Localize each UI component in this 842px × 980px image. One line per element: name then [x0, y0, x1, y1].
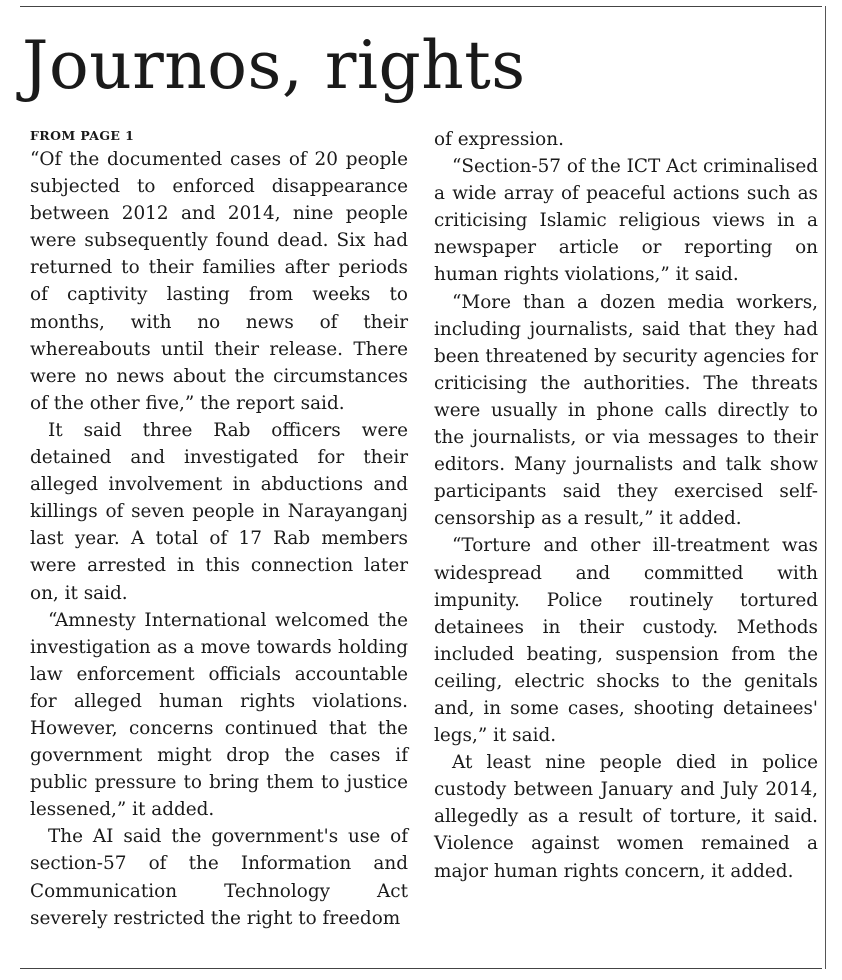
top-rule	[20, 6, 822, 7]
paragraph: It said three Rab officers were detained and investigated for their alleged involvement in abductions and killings of seven people in Narayanganj last year. A total of 17 Rab members were arrested in this connection later on, it said.	[30, 419, 408, 604]
bottom-rule	[20, 968, 822, 969]
paragraph: of expression.	[434, 129, 564, 150]
column-rule	[825, 6, 826, 969]
paragraph: “Of the documented cases of 20 people subjected to enforced disappearance between 2012 and 2014, nine people were subsequently found dead. Six had returned to their families after periods of captivity lasting from weeks to months, with no news of their whereabouts until their release. There were no news about the circumstances of the other five,” the report said.	[30, 149, 408, 414]
paragraph: “More than a dozen media workers, including journalists, said that they had been threatened by security agencies for criticising the authorities. The threats were usually in phone calls directly to the journalists, or via messages to their editors. Many journalists and talk show participants said they exercised self-censorship as a result,” it added.	[434, 291, 818, 530]
left-column	[30, 126, 408, 932]
kicker: FROM PAGE 1	[30, 128, 135, 143]
paragraph: The AI said the government's use of section-57 of the Information and Communication Technology Act severely restricted the right to freedom	[30, 826, 408, 929]
paragraph: “Amnesty International welcomed the investigation as a move towards holding law enforcement officials accountable for alleged human rights violations. However, concerns continued that the government might drop the cases if public pressure to bring them to justice lessened,” it added.	[30, 609, 408, 821]
right-column	[434, 126, 818, 885]
paragraph: “Section-57 of the ICT Act criminalised a wide array of peaceful actions such as criticising Islamic religious views in a newspaper article or reporting on human rights violations,” it said.	[434, 156, 818, 286]
paragraph: At least nine people died in police custody between January and July 2014, allegedly as a result of torture, it said. Violence against women remained a major human rights concern, it added.	[434, 752, 818, 882]
paragraph: “Torture and other ill-treatment was widespread and committed with impunity. Police routinely tortured detainees in their custody. Methods included beating, suspension from the ceiling, electric shocks to the genitals and, in some cases, shooting detainees' legs,” it said.	[434, 535, 818, 747]
headline: Journos, rights	[22, 27, 526, 104]
